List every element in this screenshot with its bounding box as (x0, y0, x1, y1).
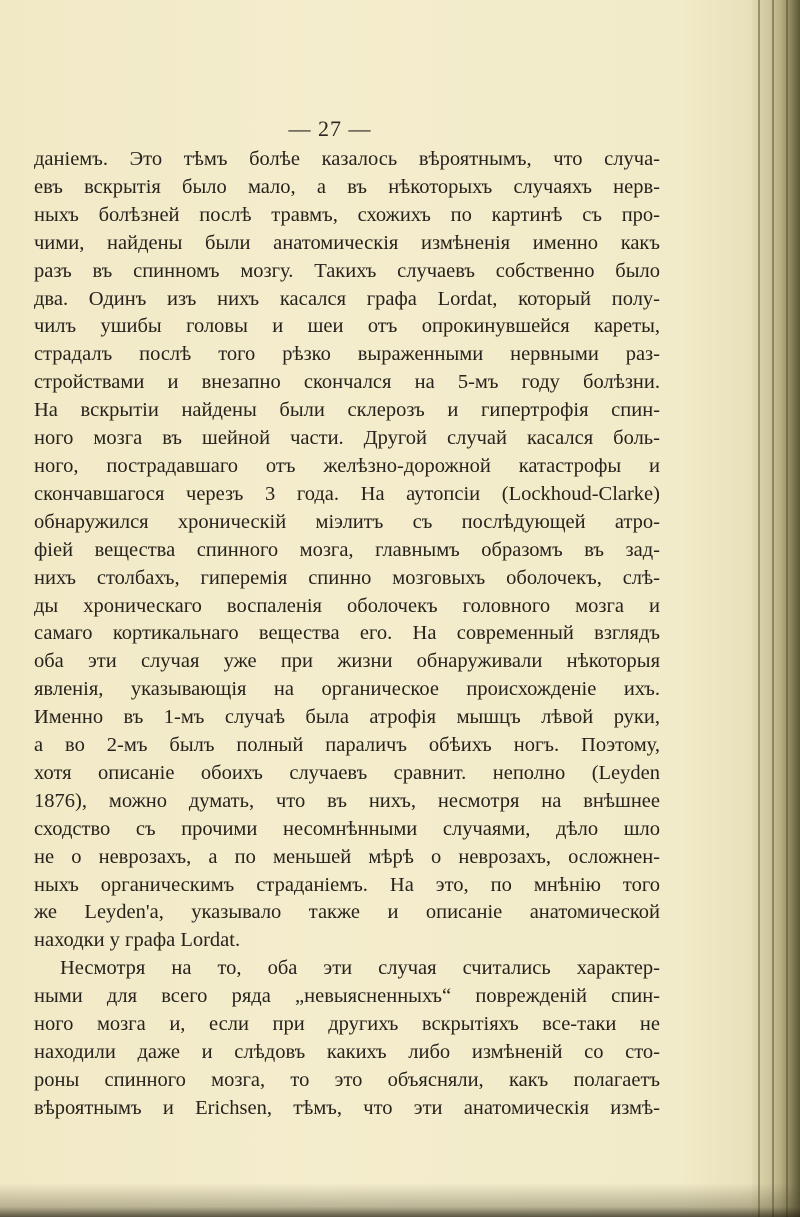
text-line: же Leyden'а, указывало также и описаніе анатомической (34, 901, 660, 924)
text-line: даніемъ. Это тѣмъ болѣе казалось вѣроятнымъ, что случа- (34, 148, 660, 170)
body-text (34, 146, 660, 1123)
text-line: обнаружился хроническій міэлитъ съ послѣдующей атро- (34, 510, 660, 533)
text-line: 1876), можно думать, что въ нихъ, несмотря на внѣшнее (34, 789, 660, 812)
text-line: ного, пострадавшаго отъ желѣзно-дорожной катастрофы и (34, 454, 660, 477)
text-line: вѣроятнымъ и Erichsen, тѣмъ, что эти анатомическія измѣ- (34, 1096, 660, 1119)
page-edge-line (772, 0, 774, 1217)
text-line: нихъ столбахъ, гиперемія спинно мозговыхъ оболочекъ, слѣ- (34, 566, 660, 589)
text-line: ного мозга и, если при другихъ вскрытіяхъ все-таки не (34, 1013, 660, 1036)
text-line: ныхъ болѣзней послѣ травмъ, схожихъ по картинѣ съ про- (34, 203, 660, 226)
text-line: Именно въ 1-мъ случаѣ была атрофія мышцъ лѣвой руки, (34, 706, 660, 729)
text-line: ды хроническаго воспаленія оболочекъ головного мозга и (34, 594, 660, 617)
text-line: На вскрытіи найдены были склерозъ и гипертрофія спин- (34, 399, 660, 422)
page-number: — 27 — (288, 116, 372, 141)
page-edge-line (786, 0, 788, 1217)
text-line: явленія, указывающія на органическое происхожденіе ихъ. (34, 678, 660, 701)
text-line: ными для всего ряда „невыясненныхъ“ поврежденій спин- (34, 985, 660, 1008)
text-line: хотя описаніе обоихъ случаевъ сравнит. неполно (Leyden (34, 761, 660, 784)
text-line: роны спинного мозга, то это объясняли, какъ полагаетъ (34, 1068, 660, 1091)
text-line: а во 2-мъ былъ полный параличъ обѣихъ ногъ. Поэтому, (34, 734, 660, 757)
text-line: страдалъ послѣ того рѣзко выраженными нервными раз- (34, 343, 660, 366)
text-line: находки у графа Lordat. (34, 929, 241, 952)
text-line: ныхъ органическимъ страданіемъ. На это, по мнѣнію того (34, 873, 660, 896)
text-line: разъ въ спинномъ мозгу. Такихъ случаевъ собственно было (34, 259, 660, 282)
text-line: не о неврозахъ, а по меньшей мѣрѣ о неврозахъ, осложнен- (34, 845, 660, 868)
text-line: евъ вскрытія было мало, а въ нѣкоторыхъ случаяхъ нерв- (34, 175, 660, 198)
text-line: стройствами и внезапно скончался на 5-мъ году болѣзни. (34, 371, 660, 394)
text-line: самаго кортикальнаго вещества его. На современный взглядъ (34, 622, 660, 645)
text-line: скончавшагося черезъ 3 года. На аутопсіи (Lockhoud-Clarke) (34, 482, 660, 505)
page-bottom-shadow (0, 1183, 800, 1217)
text-line: оба эти случая уже при жизни обнаруживали нѣкоторыя (34, 650, 660, 673)
text-line: находили даже и слѣдовъ какихъ либо измѣненій со сто- (34, 1041, 660, 1063)
text-line: ного мозга въ шейной части. Другой случай касался боль- (34, 427, 660, 450)
text-line: чилъ ушибы головы и шеи отъ опрокинувшейся кареты, (34, 315, 660, 338)
text-line: чими, найдены были анатомическія измѣненія именно какъ (34, 231, 660, 254)
text-line: фіей вещества спинного мозга, главнымъ образомъ въ зад- (34, 538, 660, 561)
text-line: два. Одинъ изъ нихъ касался графа Lordat, который полу- (34, 287, 660, 310)
text-line: сходство съ прочими несомнѣнными случаями, дѣло шло (34, 817, 660, 840)
text-line: Несмотря на то, оба эти случая считались характер- (60, 957, 660, 980)
page-edge-line (758, 0, 760, 1217)
